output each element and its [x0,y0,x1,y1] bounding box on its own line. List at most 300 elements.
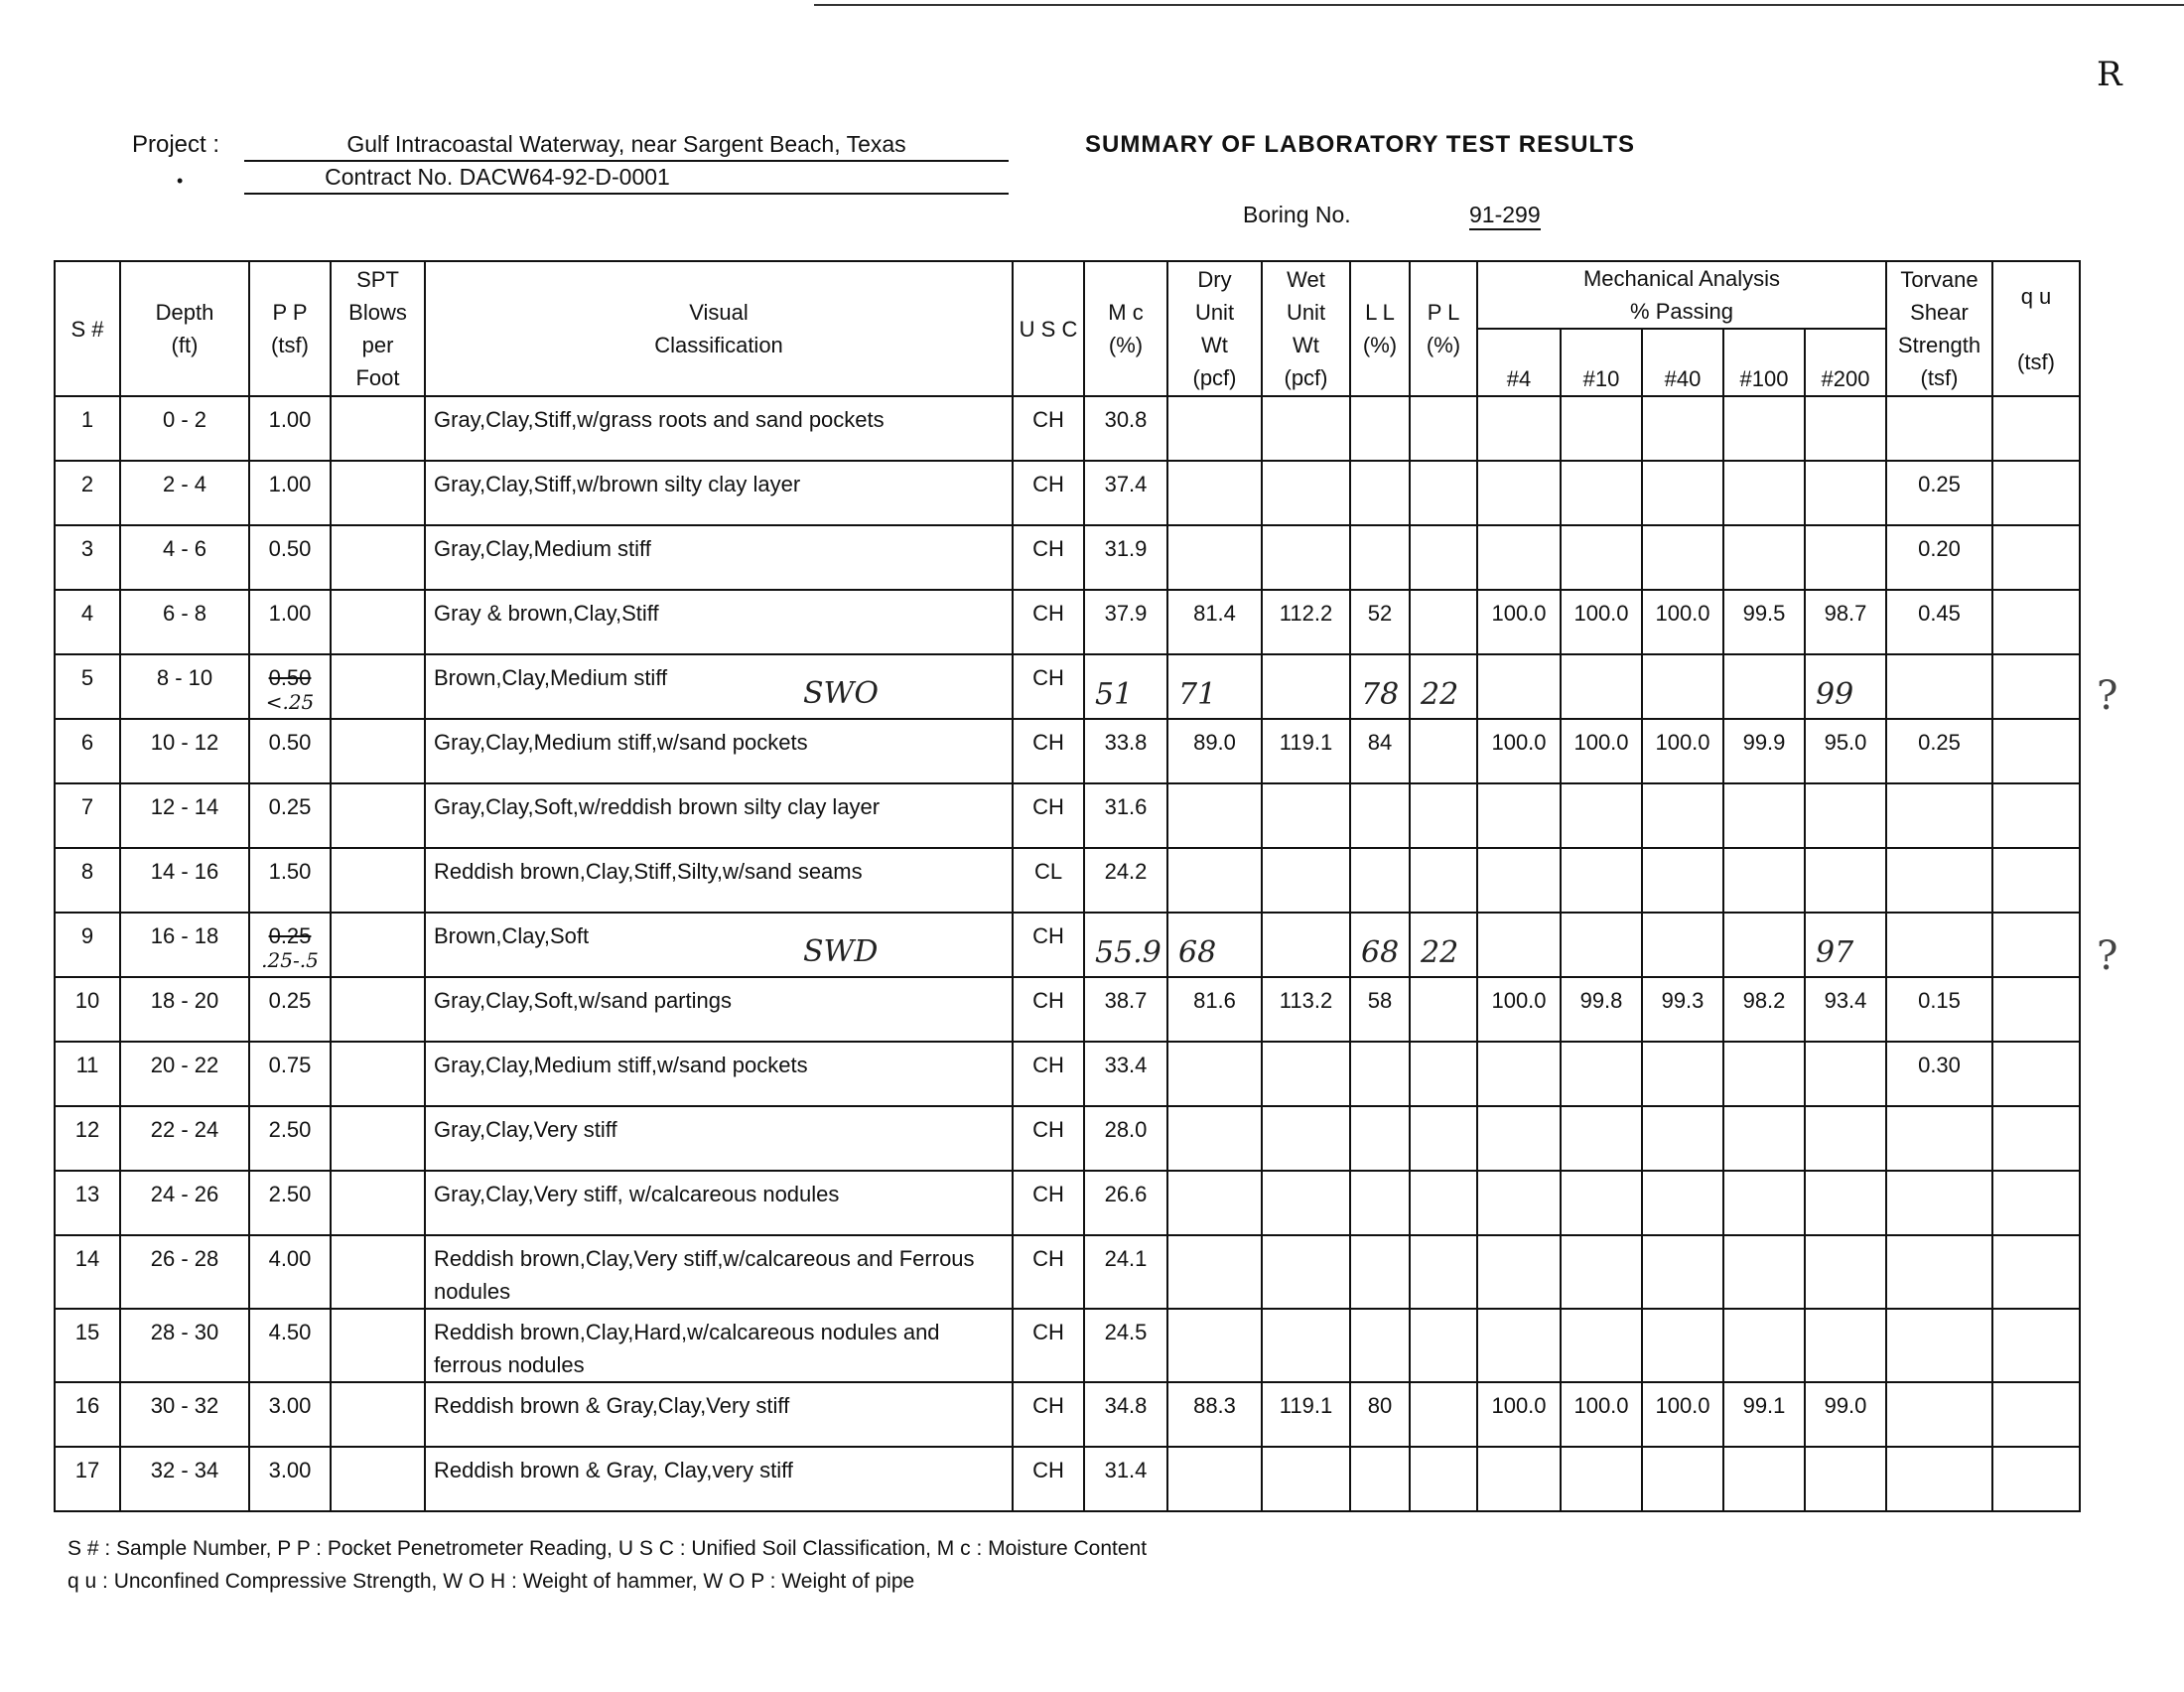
cell-value: 0.50 [268,536,312,561]
margin-question-mark: ? [2097,673,2118,719]
cell-s [55,396,120,461]
cell-wet [1262,1042,1350,1106]
cell-value: 12 - 14 [150,794,219,819]
cell-depth [120,396,249,461]
cell-wet [1262,913,1350,977]
cell-p200 [1805,1042,1886,1106]
cell-qu [1992,1106,2080,1171]
cell-p200 [1805,654,1886,719]
cell-value: 24.2 [1104,859,1148,884]
cell-value: 0.50 [268,730,312,755]
table-row [55,977,2080,1042]
cell-spt [331,461,425,525]
cell-s [55,1106,120,1171]
cell-p200 [1805,1171,1886,1235]
cell-mc [1084,1309,1167,1382]
table-row [55,1309,2080,1382]
corner-mark: R [2097,55,2122,94]
cell-value: 99.0 [1824,1393,1867,1418]
cell-desc [425,1382,1013,1447]
cell-p200 [1805,1447,1886,1511]
cell-value: 0.30 [1918,1053,1961,1077]
cell-tv [1886,1309,1992,1382]
cell-mc [1084,1106,1167,1171]
cell-pp [249,396,331,461]
cell-value: 98.7 [1824,601,1867,626]
cell-value: CH [1032,988,1064,1013]
cell-p100 [1723,1447,1805,1511]
cell-value: 6 [80,730,94,755]
cell-value: 10 [74,988,100,1013]
cell-value: 78 [1361,677,1400,712]
margin-question-mark: ? [2097,933,2118,979]
cell-pp [249,1382,331,1447]
table-row [55,461,2080,525]
cell-usc [1013,396,1084,461]
header-sieve-4: #4 [1477,329,1561,396]
cell-p4 [1477,1171,1561,1235]
cell-value: 24.5 [1104,1320,1148,1344]
cell-pp [249,913,331,977]
cell-tv [1886,783,1992,848]
cell-qu [1992,1309,2080,1382]
cell-usc [1013,1106,1084,1171]
cell-dry [1167,1171,1262,1235]
cell-value: 3.00 [268,1458,312,1482]
cell-value: 24.1 [1104,1246,1148,1271]
cell-pp [249,783,331,848]
cell-pl [1410,913,1477,977]
cell-ll [1350,525,1410,590]
cell-qu [1992,654,2080,719]
cell-value: 55.9 [1095,935,1161,970]
cell-value: 31.4 [1104,1458,1148,1482]
cell-s [55,1235,120,1309]
cell-value: CH [1032,1393,1064,1418]
cell-pl [1410,848,1477,913]
header-sieve-200: #200 [1805,329,1886,396]
cell-value: 68 [1178,935,1217,970]
cell-tv [1886,913,1992,977]
cell-value: 84 [1367,730,1393,755]
cell-tv [1886,461,1992,525]
cell-p4 [1477,977,1561,1042]
table-row [55,525,2080,590]
cell-p10 [1561,525,1642,590]
cell-value: 99 [1816,677,1854,712]
cell-wet [1262,590,1350,654]
cell-value: 58 [1367,988,1393,1013]
cell-value: 7 [80,794,94,819]
cell-depth [120,1382,249,1447]
cell-p10 [1561,1447,1642,1511]
cell-tv [1886,719,1992,783]
cell-qu [1992,1171,2080,1235]
cell-usc [1013,1042,1084,1106]
cell-ll [1350,1382,1410,1447]
cell-pp [249,590,331,654]
cell-p200 [1805,1309,1886,1382]
cell-p4 [1477,848,1561,913]
cell-qu [1992,1382,2080,1447]
cell-usc [1013,1309,1084,1382]
header-wet: Wet Unit Wt (pcf) [1262,261,1350,396]
cell-ll [1350,1171,1410,1235]
cell-qu [1992,719,2080,783]
cell-value: 13 [74,1182,100,1206]
cell-p100 [1723,525,1805,590]
cell-p10 [1561,1235,1642,1309]
cell-pp [249,461,331,525]
table-row [55,1447,2080,1511]
cell-p100 [1723,848,1805,913]
cell-ll [1350,913,1410,977]
cell-mc [1084,590,1167,654]
cell-value: Reddish brown,Clay,Hard,w/calcareous nodules and ferrous nodules [434,1320,940,1377]
cell-usc [1013,977,1084,1042]
cell-s [55,1447,120,1511]
handwritten-pp: <.25 [265,690,315,714]
cell-dry [1167,1042,1262,1106]
cell-value: 0.45 [1918,601,1961,626]
cell-p10 [1561,1309,1642,1382]
cell-p40 [1642,396,1723,461]
cell-ll [1350,1235,1410,1309]
cell-p200 [1805,396,1886,461]
header-qu: q u (tsf) [1992,261,2080,396]
cell-usc [1013,913,1084,977]
cell-desc [425,525,1013,590]
cell-value: 32 - 34 [150,1458,219,1482]
cell-value: Brown,Clay,Soft [434,923,590,948]
header-sieve-10: #10 [1561,329,1642,396]
lab-results-table [54,260,2081,1512]
cell-wet [1262,1447,1350,1511]
cell-ll [1350,1042,1410,1106]
cell-depth [120,1042,249,1106]
footnote-1: S # : Sample Number, P P : Pocket Penetrometer Reading, U S C : Unified Soil Classification, M c : Moisture Content [68,1537,1148,1560]
handwritten-note: SWD [803,934,879,969]
cell-value: 16 - 18 [150,923,219,948]
boring-label: Boring No. [1243,202,1351,227]
cell-value: CH [1032,472,1064,496]
cell-p4 [1477,590,1561,654]
header-mc: M c (%) [1084,261,1167,396]
cell-usc [1013,848,1084,913]
cell-wet [1262,1235,1350,1309]
cell-tv [1886,1106,1992,1171]
cell-value: CH [1032,1246,1064,1271]
cell-p10 [1561,977,1642,1042]
project-name: Gulf Intracoastal Waterway, near Sargent Beach, Texas [244,131,1009,162]
cell-value: 98.2 [1742,988,1786,1013]
cell-pl [1410,1171,1477,1235]
cell-value: 97 [1816,935,1854,970]
cell-p200 [1805,848,1886,913]
cell-p4 [1477,719,1561,783]
cell-wet [1262,1309,1350,1382]
cell-ll [1350,1447,1410,1511]
cell-pl [1410,1235,1477,1309]
cell-p200 [1805,461,1886,525]
cell-value: 33.8 [1104,730,1148,755]
cell-spt [331,396,425,461]
table-row [55,1106,2080,1171]
cell-p10 [1561,1171,1642,1235]
cell-value: 4 [80,601,94,626]
cell-value: 112.2 [1279,601,1333,626]
cell-value: 28.0 [1104,1117,1148,1142]
top-border-line [814,4,2184,6]
cell-value: Gray,Clay,Medium stiff,w/sand pockets [434,1053,808,1077]
cell-pl [1410,1042,1477,1106]
cell-depth [120,783,249,848]
cell-value: 1.00 [268,407,312,432]
cell-qu [1992,525,2080,590]
cell-dry [1167,719,1262,783]
bullet-dot: • [177,171,184,191]
cell-value: 89.0 [1193,730,1236,755]
cell-desc [425,848,1013,913]
cell-value: 100.0 [1573,601,1629,626]
cell-spt [331,525,425,590]
cell-value: CH [1032,730,1064,755]
header-depth: Depth (ft) [120,261,249,396]
cell-value: Reddish brown & Gray,Clay,Very stiff [434,1393,790,1418]
cell-tv [1886,396,1992,461]
cell-p4 [1477,913,1561,977]
cell-value: 99.8 [1579,988,1623,1013]
cell-p40 [1642,654,1723,719]
cell-value: 119.1 [1279,1393,1333,1418]
cell-p10 [1561,783,1642,848]
cell-value: 16 [74,1393,100,1418]
cell-value: 99.9 [1742,730,1786,755]
cell-value: 31.6 [1104,794,1148,819]
cell-wet [1262,1106,1350,1171]
cell-value: 100.0 [1491,988,1547,1013]
cell-tv [1886,1235,1992,1309]
table-row [55,1382,2080,1447]
cell-wet [1262,848,1350,913]
handwritten-note: SWO [803,676,879,711]
cell-p4 [1477,783,1561,848]
cell-s [55,1171,120,1235]
cell-depth [120,1171,249,1235]
cell-dry [1167,977,1262,1042]
cell-dry [1167,783,1262,848]
cell-desc [425,461,1013,525]
cell-mc [1084,461,1167,525]
cell-p4 [1477,525,1561,590]
table-row [55,396,2080,461]
cell-p4 [1477,396,1561,461]
cell-value: 4 - 6 [162,536,207,561]
cell-s [55,590,120,654]
cell-p10 [1561,1106,1642,1171]
cell-value: 26.6 [1104,1182,1148,1206]
cell-value: 11 [75,1053,99,1077]
cell-desc [425,1447,1013,1511]
cell-ll [1350,461,1410,525]
cell-tv [1886,590,1992,654]
cell-qu [1992,1447,2080,1511]
cell-qu [1992,1235,2080,1309]
header-pp: P P (tsf) [249,261,331,396]
cell-mc [1084,1042,1167,1106]
cell-value: 33.4 [1104,1053,1148,1077]
cell-p10 [1561,913,1642,977]
cell-value: CL [1033,859,1063,884]
cell-value: 88.3 [1193,1393,1236,1418]
cell-s [55,977,120,1042]
cell-value: 0.75 [268,1053,312,1077]
cell-pl [1410,461,1477,525]
cell-qu [1992,1042,2080,1106]
cell-p100 [1723,1309,1805,1382]
cell-ll [1350,848,1410,913]
project-label: Project : [132,131,220,158]
cell-spt [331,1382,425,1447]
header-sieve-40: #40 [1642,329,1723,396]
cell-value: 15 [74,1320,100,1344]
cell-value: CH [1032,407,1064,432]
cell-value: CH [1032,1182,1064,1206]
cell-p10 [1561,1042,1642,1106]
cell-p40 [1642,525,1723,590]
cell-desc [425,977,1013,1042]
cell-value: 100.0 [1491,730,1547,755]
cell-depth [120,1235,249,1309]
cell-value: 95.0 [1824,730,1867,755]
cell-value: Reddish brown & Gray, Clay,very stiff [434,1458,793,1482]
cell-value: 2.50 [268,1117,312,1142]
cell-wet [1262,783,1350,848]
cell-usc [1013,525,1084,590]
cell-pl [1410,654,1477,719]
cell-pl [1410,977,1477,1042]
cell-value: 38.7 [1104,988,1148,1013]
cell-p100 [1723,396,1805,461]
cell-spt [331,654,425,719]
cell-value: 9 [80,923,94,948]
cell-value: 100.0 [1655,1393,1710,1418]
cell-p10 [1561,396,1642,461]
header-sample: S # [55,261,120,396]
cell-value: CH [1032,923,1064,948]
cell-s [55,461,120,525]
cell-desc [425,1171,1013,1235]
table-row [55,783,2080,848]
cell-p4 [1477,1382,1561,1447]
cell-wet [1262,1171,1350,1235]
cell-value: 8 - 10 [156,665,213,690]
cell-tv [1886,1447,1992,1511]
cell-value: 71 [1178,677,1217,712]
cell-value: 0 - 2 [162,407,207,432]
cell-desc [425,1235,1013,1309]
cell-value: Gray,Clay,Stiff,w/grass roots and sand pockets [434,407,885,432]
cell-value: Gray,Clay,Soft,w/reddish brown silty clay layer [434,794,881,819]
cell-ll [1350,1106,1410,1171]
cell-value: 2 - 4 [162,472,207,496]
cell-p4 [1477,654,1561,719]
cell-value: 99.5 [1742,601,1786,626]
cell-value: 34.8 [1104,1393,1148,1418]
cell-value: Gray,Clay,Medium stiff,w/sand pockets [434,730,808,755]
cell-value: 26 - 28 [150,1246,219,1271]
cell-pp [249,1235,331,1309]
cell-value: 100.0 [1491,1393,1547,1418]
table-row [55,590,2080,654]
cell-value: 81.6 [1193,988,1236,1013]
cell-pp [249,1042,331,1106]
cell-value: CH [1032,601,1064,626]
cell-value: CH [1032,1053,1064,1077]
cell-usc [1013,461,1084,525]
cell-dry [1167,396,1262,461]
cell-spt [331,848,425,913]
cell-ll [1350,783,1410,848]
cell-tv [1886,848,1992,913]
cell-value: Reddish brown,Clay,Stiff,Silty,w/sand seams [434,859,863,884]
cell-p40 [1642,1382,1723,1447]
cell-spt [331,913,425,977]
cell-value: 0.20 [1918,536,1961,561]
cell-mc [1084,848,1167,913]
cell-depth [120,719,249,783]
cell-tv [1886,525,1992,590]
cell-p200 [1805,1382,1886,1447]
cell-p200 [1805,977,1886,1042]
cell-spt [331,1171,425,1235]
cell-depth [120,461,249,525]
cell-pp [249,525,331,590]
cell-value: 0.15 [1918,988,1961,1013]
cell-p200 [1805,590,1886,654]
cell-mc [1084,654,1167,719]
cell-p10 [1561,654,1642,719]
cell-p200 [1805,913,1886,977]
cell-value: 6 - 8 [162,601,207,626]
cell-p40 [1642,848,1723,913]
cell-spt [331,1447,425,1511]
cell-depth [120,1447,249,1511]
cell-s [55,1382,120,1447]
cell-spt [331,1042,425,1106]
table-row [55,654,2080,719]
cell-value: 10 - 12 [150,730,219,755]
cell-p40 [1642,977,1723,1042]
cell-qu [1992,977,2080,1042]
cell-p40 [1642,1235,1723,1309]
cell-s [55,719,120,783]
cell-mc [1084,719,1167,783]
cell-p100 [1723,1042,1805,1106]
cell-desc [425,1042,1013,1106]
header-torvane: Torvane Shear Strength (tsf) [1886,261,1992,396]
cell-depth [120,525,249,590]
cell-value: Gray,Clay,Medium stiff [434,536,651,561]
cell-usc [1013,783,1084,848]
cell-value: 30.8 [1104,407,1148,432]
cell-mc [1084,1171,1167,1235]
cell-desc [425,913,1013,977]
cell-qu [1992,590,2080,654]
cell-p40 [1642,1106,1723,1171]
cell-p100 [1723,654,1805,719]
cell-dry [1167,1447,1262,1511]
